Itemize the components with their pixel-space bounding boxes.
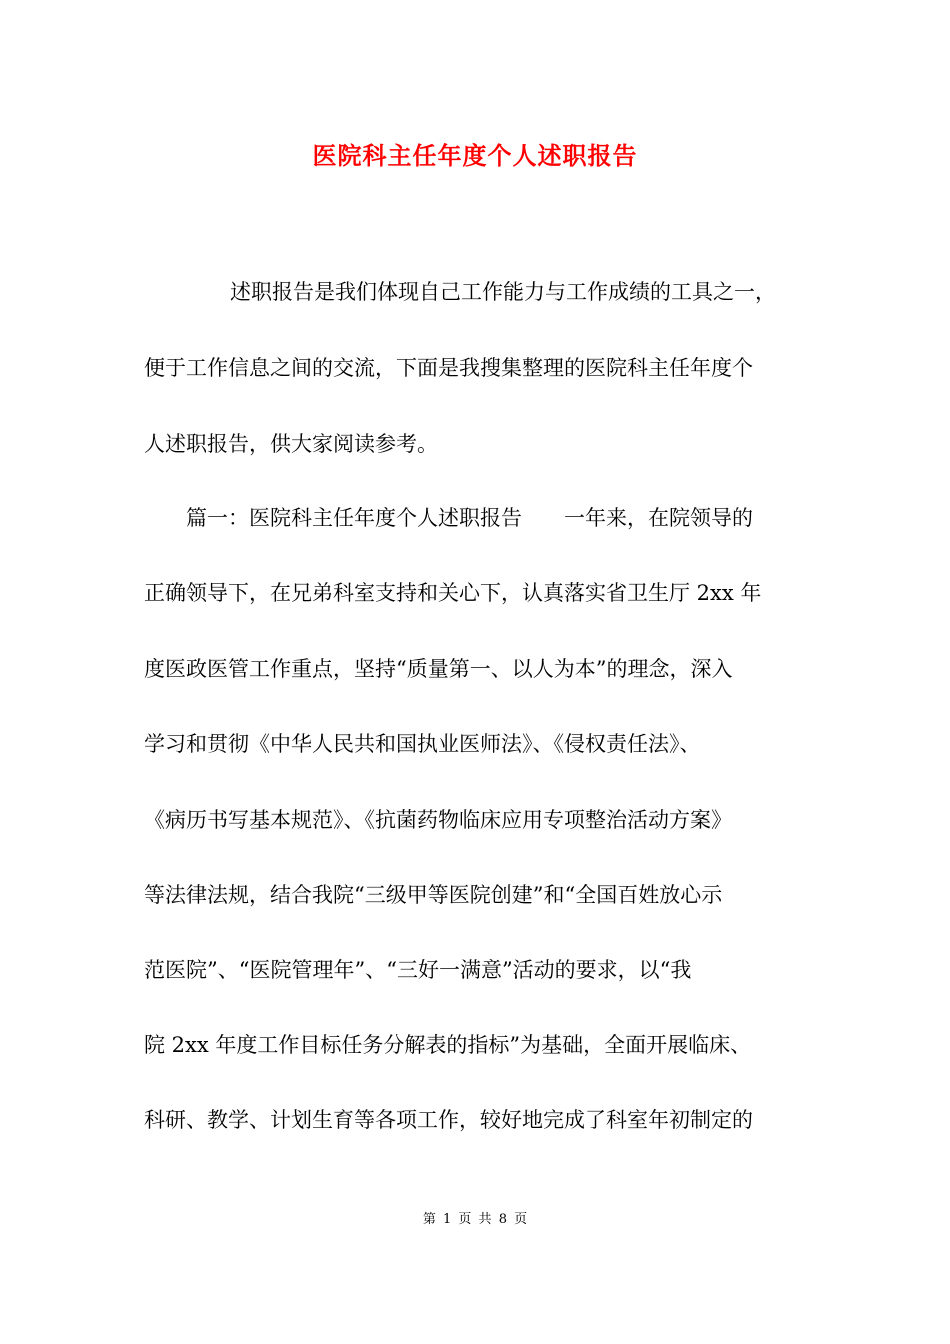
body-line-4: 篇一：医院科主任年度个人述职报告 一年来，在院领导的 — [186, 506, 753, 530]
body-line-5: 正确领导下，在兄弟科室支持和关心下，认真落实省卫生厅 2xx 年 — [144, 581, 762, 605]
document-title: 医院科主任年度个人述职报告 — [312, 141, 638, 170]
body-line-9: 等法律法规，结合我院“三级甲等医院创建”和“全国百姓放心示 — [144, 883, 723, 907]
body-line-11: 院 2xx 年度工作目标任务分解表的指标”为基础，全面开展临床、 — [144, 1033, 752, 1057]
body-line-10: 范医院”、“医院管理年”、“三好一满意”活动的要求，以“我 — [144, 958, 692, 982]
body-line-6: 度医政医管工作重点，坚持“质量第一、以人为本”的理念，深入 — [144, 657, 733, 681]
body-line-3: 人述职报告，供大家阅读参考。 — [144, 432, 438, 456]
body-line-1: 述职报告是我们体现自己工作能力与工作成绩的工具之一， — [230, 280, 776, 304]
page-number-footer: 第 1 页 共 8 页 — [422, 1212, 528, 1227]
body-line-12: 科研、教学、计划生育等各项工作，较好地完成了科室年初制定的 — [144, 1108, 753, 1132]
body-line-2: 便于工作信息之间的交流，下面是我搜集整理的医院科主任年度个 — [144, 356, 753, 380]
body-line-7: 学习和贯彻《中华人民共和国执业医师法》、《侵权责任法》、 — [144, 732, 701, 756]
body-line-8: 《病历书写基本规范》、《抗菌药物临床应用专项整治活动方案》 — [144, 808, 732, 832]
